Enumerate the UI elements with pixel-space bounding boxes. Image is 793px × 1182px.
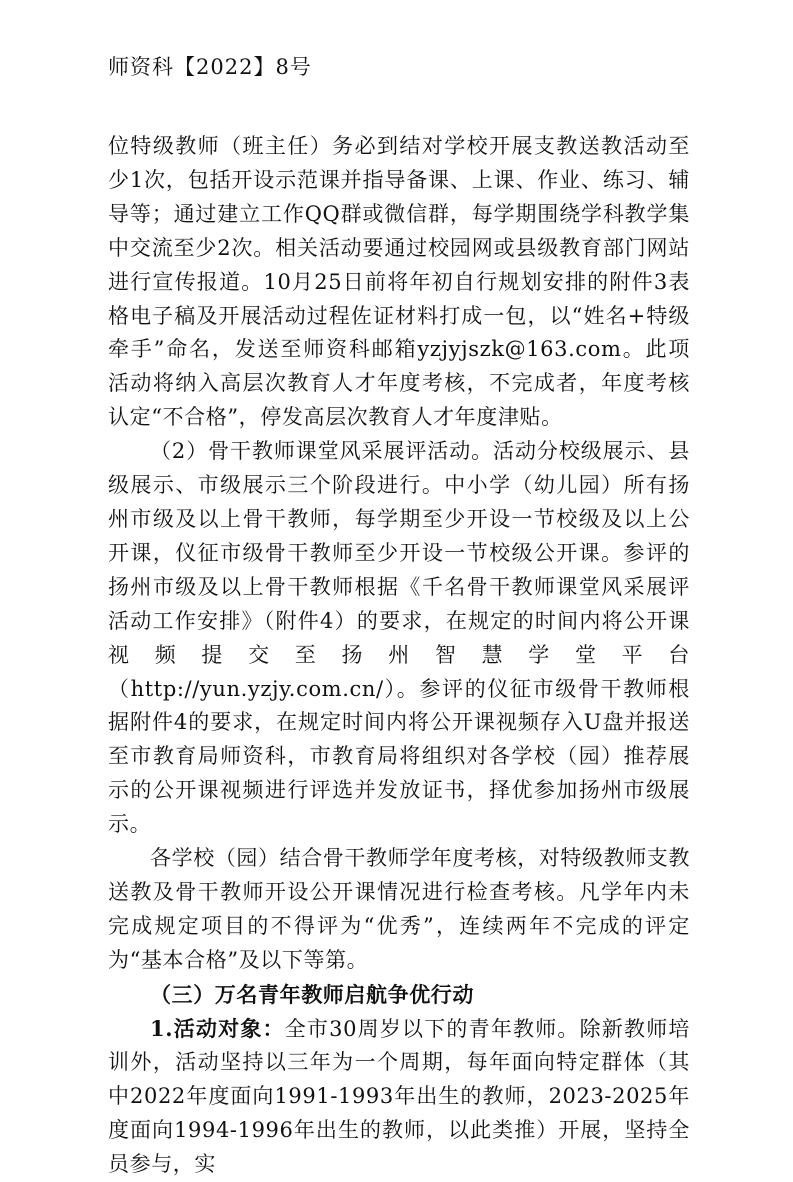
document-number: 师资科【2022】8号 <box>108 55 312 79</box>
activity-targets-label: 1.活动对象： <box>150 1015 285 1041</box>
paragraph-activity-targets <box>108 1012 690 1182</box>
paragraph-special-teacher-support: 位特级教师（班主任）务必到结对学校开展支教送教活动至少1次，包括开设示范课并指导备课、上课、作业、练习、辅导等；通过建立工作QQ群或微信群，每学期围绕学科教学集中交流至少2次。相关活动要通过校园网或县级教育部门网站进行宣传报道。10月25日前将年初自行规划安排的附件3表格电子稿及开展活动过程佐证材料打成一包，以“姓名+特级牵手”命名，发送至师资科邮箱yzjyjszk@163.com。此项活动将纳入高层次教育人才年度考核，不完成者，年度考核认定“不合格”，停发高层次教育人才年度津贴。 <box>108 134 690 430</box>
paragraph-backbone-teacher-showcase: （2）骨干教师课堂风采展评活动。活动分校级展示、县级展示、市级展示三个阶段进行。中小学（幼儿园）所有扬州市级及以上骨干教师，每学期至少开设一节校级及以上公开课，仪征市级骨干教师至少开设一节校级公开课。参评的扬州市级及以上骨干教师根据《千名骨干教师课堂风采展评活动工作安排》（附件4）的要求，在规定的时间内将公开课视频提交至扬州智慧学堂平台（http://yun.yzjy.com.cn/）。参评的仪征市级骨干教师根据附件4的要求，在规定时间内将公开课视频存入U盘并报送至市教育局师资科，市教育局将组织对各学校（园）推荐展示的公开课视频进行评选并发放证书，择优参加扬州市级展示。 <box>108 439 690 837</box>
paragraph-school-assessment: 各学校（园）结合骨干教师学年度考核，对特级教师支教送教及骨干教师开设公开课情况进行检查考核。凡学年内未完成规定项目的不得评为“优秀”，连续两年不完成的评定为“基本合格”及以下等第。 <box>108 846 690 972</box>
activity-targets-text: 全市30周岁以下的青年教师。除新教师培训外，活动坚持以三年为一个周期，每年面向特定群体（其中2022年度面向1991-1993年出生的教师，2023-2025年度面向1994-1996年出生的教师，以此类推）开展，坚持全员参与，实 <box>108 1016 691 1177</box>
document-body <box>108 130 690 1182</box>
section-heading-young-teachers: （三）万名青年教师启航争优行动 <box>150 981 474 1007</box>
